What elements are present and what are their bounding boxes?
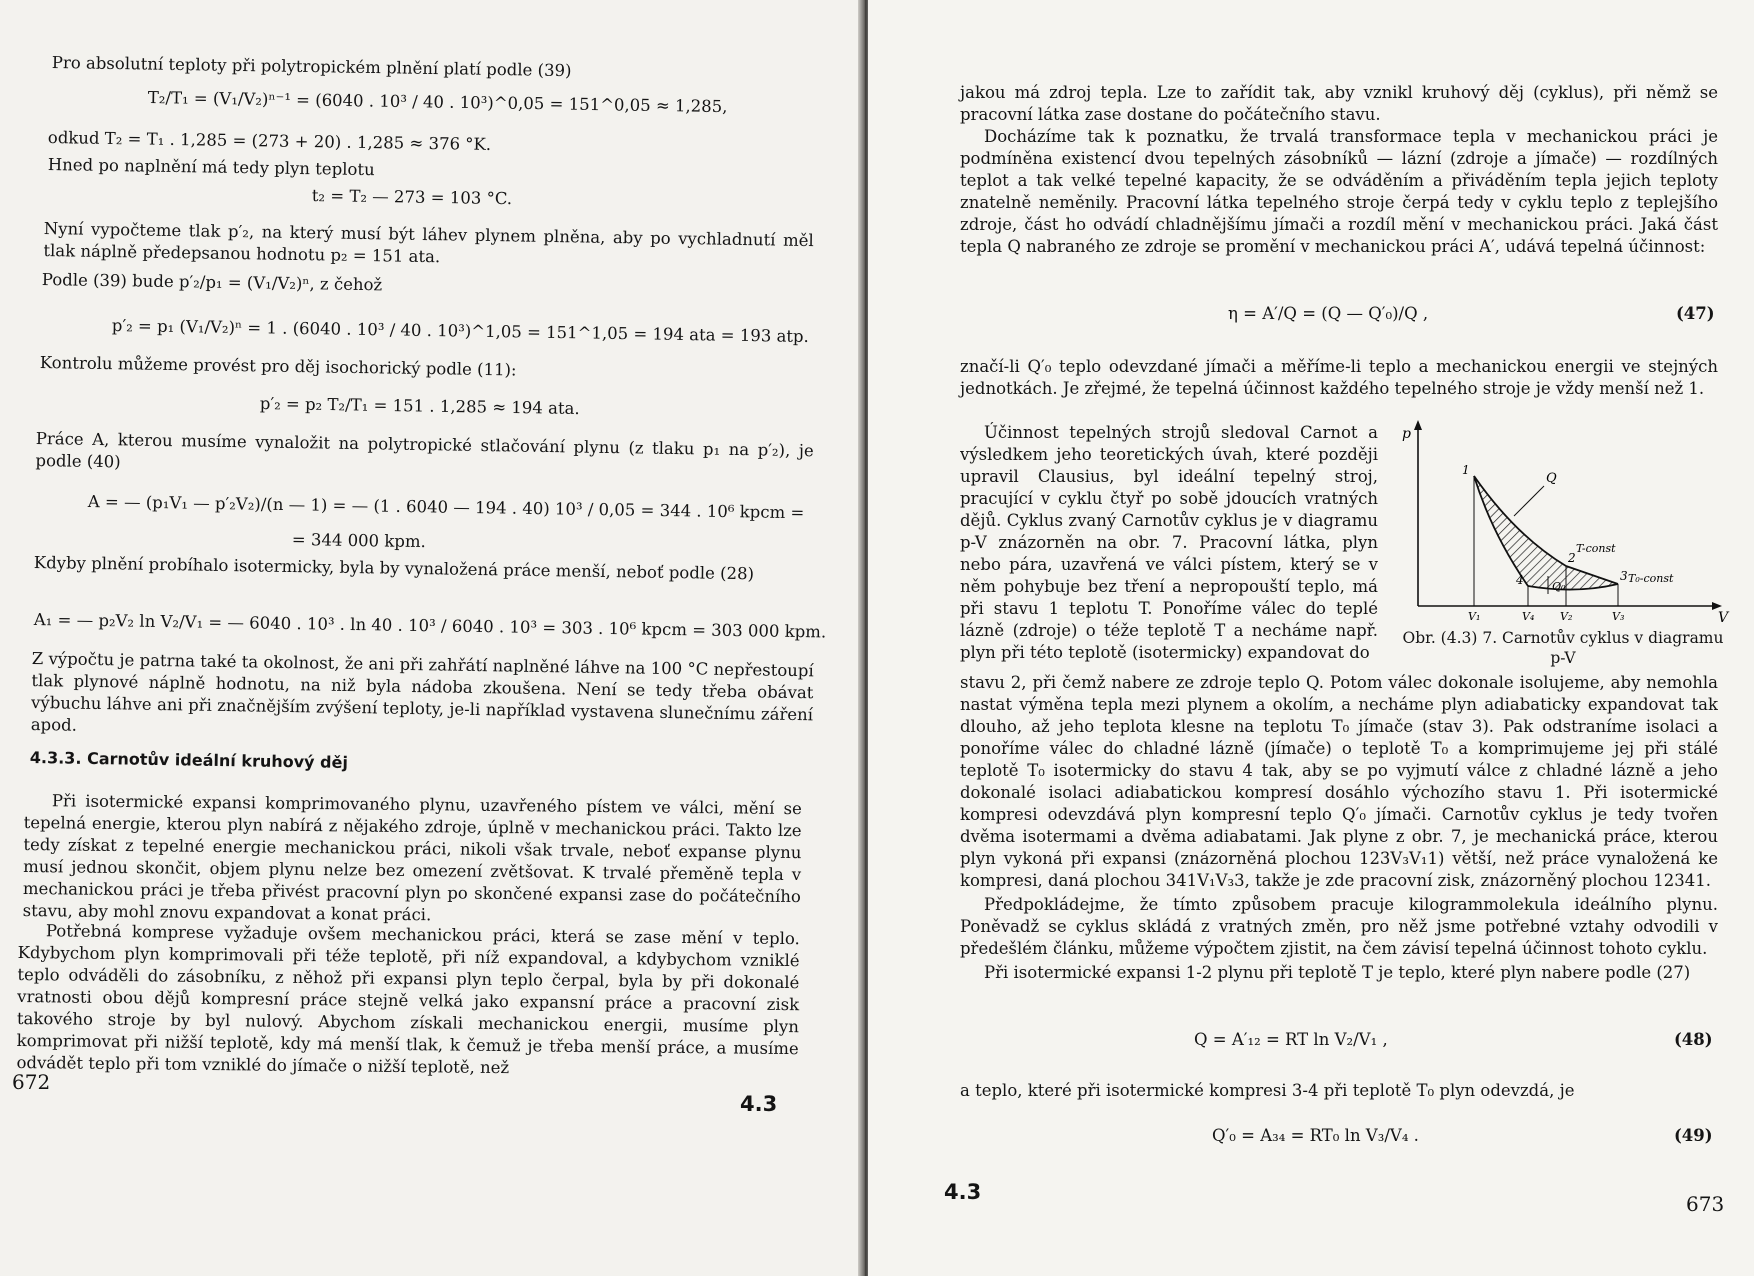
equation-podle39: Podle (39) bude p′₂/p₁ = (V₁/V₂)ⁿ, z čehož: [41, 270, 383, 295]
paragraph-2: Potřebná komprese vyžaduje ovšem mechanickou práci, která se zase mění v teplo. Kdybychom plyn komprimovali při téže teplotě, při níž expandoval, a kdybychom vzniklé teplo odváděli do zásobníku, z něhož při expansi plyn teplo čerpal, byla by při dokonalé vratnosti obou dějů kompresní práce stejně velká jako expansní práce a pracovní zisk takového stroje by byl nulový. Abychom získali mechanickou energii, musíme plyn komprimovat při nižší teplotě, kdy má menší tlak, k čemuž je třeba menší práce, a musíme odvádět teplo při tom vzniklé do jímače o nižší teplotě, než: [16, 921, 800, 1078]
equation-47: η = A′/Q = (Q — Q′₀)/Q ,: [1228, 304, 1429, 323]
paragraph-p6: Při isotermické expansi 1-2 plynu při teplotě T je teplo, které plyn nabere podle (27): [984, 963, 1691, 982]
p-axis-label: p: [1402, 426, 1411, 442]
v3-label: V₃: [1612, 610, 1625, 623]
paragraph-p2: Docházíme tak k poznatku, že trvalá transformace tepla v mechanickou práci je podmíněna existencí dvou tepelných zásobníků — lázní (zdroje a jímače) — rozdílných teplot a tak velké tepelné kapacity, že se odváděním a přiváděním tepla jejich teploty znatelně neměnily. Pracovní látka tepelného stroje čerpá tedy v cyklu teplo z teplejšího zdroje, část ho odvádí chladnějšímu jímači a rozdíl mění v mechanickou práci. Jaká část tepla Q nabraného ze zdroje se promění v mechanickou práci A′, udává tepelná účinnost:: [960, 127, 1718, 256]
equation-t2-celsius: t₂ = T₂ — 273 = 103 °C.: [311, 186, 513, 209]
page-number-left: 672: [12, 1070, 51, 1094]
q-label: Q: [1546, 471, 1557, 486]
paragraph-p3: značí-li Q′₀ teplo odevzdané jímači a měříme-li teplo a mechanickou energii ve stejných jednotkách. Je zřejmé, že tepelná účinnost každého tepelného stroje je vždy menší než 1.: [960, 357, 1718, 398]
paragraph-p7: a teplo, které při isotermické kompresi 3-4 při teplotě T₀ plyn odevzdá, je: [960, 1081, 1575, 1100]
text-kontrola: Kontrolu můžeme provést pro děj isochorický podle (11):: [39, 352, 517, 380]
v1-label: V₁: [1468, 610, 1481, 623]
v4-label: V₄: [1522, 610, 1535, 623]
text-nyni: Nyní vypočteme tlak p′₂, na který musí být láhev plynem plněna, aby po vychladnutí měl tlak náplně předepsanou hodnotu p₂ = 151 ata.: [43, 218, 814, 267]
equation-check: p′₂ = p₂ T₂/T₁ = 151 . 1,285 ≈ 194 ata.: [259, 394, 580, 419]
paragraph-p5: Předpokládejme, že tímto způsobem pracuje kilogrammolekula ideálního plynu. Poněvadž se cyklus skládá z vratných změn, pro něž jsme potřebné vztahy odvodili v předešlém článku, můžeme výpočtem zjistit, na čem závisí tepelná účinnost tohoto cyklu.: [960, 895, 1718, 958]
intro-line: Pro absolutní teploty při polytropickém plnění platí podle (39): [51, 52, 572, 81]
t-const-label: T-const: [1576, 542, 1616, 555]
point-4-label: 4: [1516, 573, 1524, 587]
text-z-vypoctu: Z výpočtu je patrna také ta okolnost, že ani při zahřátí naplněné láhve na 100 °C nepřestoupí tlak plynové náplně hodnotu, na niž byla nádoba zkoušena. Není se tedy třeba obávat výbuchu láhve ani při značnějším zvýšení teploty, je-li například vystavena slunečnímu záření apod.: [30, 648, 814, 735]
section-mark-left: 4.3: [740, 1092, 778, 1116]
paragraph-p4-column: Účinnost tepelných strojů sledoval Carnot a výsledkem jeho teoretických úvah, které později upravil Clausius, byl ideální tepelný stroj, pracující v cyklu čtyř po sobě jdoucích vratných dějů. Cyklus zvaný Carnotův cyklus je v diagramu p-V znázorněn na obr. 7. Pracovní látka, plyn nebo pára, uzavřená ve válci pístem, který se v něm pohybuje bez tření a nepropouští teplo, má při stavu 1 teplotu T. Ponoříme válec do teplé lázně (zdroje) o téže teplotě T a necháme např. plyn při této teplotě (isotermicky) expandovat do: [960, 423, 1378, 662]
text-kdyby: Kdyby plnění probíhalo isotermicky, byla by vynaložená práce menší, neboť podle (28): [33, 552, 755, 584]
paragraph-p1: jakou má zdroj tepla. Lze to zařídit tak, aby vznikl kruhový děj (cyklus), při němž se pracovní látka zase dostane do počátečního stavu.: [960, 83, 1718, 124]
text-prace: Práce A, kterou musíme vynaložit na polytropické stlačování plynu (z tlaku p₁ na p′₂), je podle (40): [35, 428, 814, 472]
left-page: [0, 0, 862, 1276]
equation-p2: p′₂ = p₁ (V₁/V₂)ⁿ = 1 . (6040 . 10³ / 40 . 10³)^1,05 = 151^1,05 = 194 ata = 193 atp.: [111, 316, 809, 346]
work-area: [1474, 476, 1618, 590]
point-2-label: 2: [1568, 551, 1576, 565]
carnot-diagram: [1396, 416, 1730, 626]
equation-48: Q = A′₁₂ = RT ln V₂/V₁ ,: [1194, 1030, 1388, 1049]
equation-47-number: (47): [1676, 304, 1715, 323]
equation-t2: odkud T₂ = T₁ . 1,285 = (273 + 20) . 1,285 ≈ 376 °K.: [47, 128, 492, 154]
q-arrow: [1514, 486, 1544, 516]
equation-49-number: (49): [1674, 1126, 1713, 1145]
section-heading: 4.3.3. Carnotův ideální kruhový děj: [29, 748, 349, 772]
equation-isothermal: A₁ = — p₂V₂ ln V₂/V₁ = — 6040 . 10³ . ln 40 . 10³ / 6040 . 10³ = 303 . 10⁶ kpcm = 303 000 kpm.: [33, 610, 827, 642]
equation-49: Q′₀ = A₃₄ = RT₀ ln V₃/V₄ .: [1212, 1126, 1419, 1145]
page-number-right: 673: [1686, 1192, 1725, 1216]
equation-t2-ratio: T₂/T₁ = (V₁/V₂)ⁿ⁻¹ = (6040 . 10³ / 40 . 10³)^0,05 = 151^0,05 ≈ 1,285,: [147, 88, 728, 117]
v2-label: V₂: [1560, 610, 1573, 623]
carnot-figure: [1396, 416, 1730, 678]
right-page: [868, 0, 1754, 1276]
text-hned: Hned po naplnění má tedy plyn teplotu: [47, 154, 375, 180]
equation-work-result: = 344 000 kpm.: [291, 530, 426, 552]
v-axis-label: V: [1718, 610, 1729, 626]
point-3-label: 3: [1620, 569, 1628, 583]
equation-48-number: (48): [1674, 1030, 1713, 1049]
paragraph-p4-continuation: stavu 2, při čemž nabere ze zdroje teplo Q. Potom válec dokonale isolujeme, aby nemohla nastat výměna tepla mezi plynem a okolím, a necháme plyn adiabaticky expandovat tak dlouho, až jeho teplota klesne na teplotu T₀ jímače (stav 3). Pak odstraníme isolaci a ponoříme válec do chladné lázně (jímače) o teplotě T₀ a komprimujeme jej při stálé teplotě T₀ isotermicky do stavu 4 tak, aby se po vyjmutí válce z chladné lázně a jeho dokonalé isolaci adiabatickou kompresí dosáhlo výchozího stavu 1. Při isotermické kompresi odevzdává plyn kompresní teplo Q′₀ jímači. Carnotův cyklus je tedy tvořen dvěma isotermami a dvěma adiabatami. Jak plyne z obr. 7, je mechanická práce, kterou plyn vykoná při expansi (znázorněná plochou 123V₃V₁1) větší, než práce vynaložená ke kompresi, daná plochou 341V₁V₃3, takže je zde pracovní zisk, znázorněný plochou 12341.: [960, 673, 1718, 890]
equation-work: A = — (p₁V₁ — p′₂V₂)/(n — 1) = — (1 . 6040 — 194 . 40) 10³ / 0,05 = 344 . 10⁶ kpcm =: [87, 492, 805, 523]
section-mark-right: 4.3: [944, 1180, 982, 1204]
point-1-label: 1: [1462, 463, 1470, 477]
figure-caption: Obr. (4.3) 7. Carnotův cyklus v diagramu p-V: [1402, 629, 1724, 667]
t0-const-label: T₀-const: [1628, 572, 1674, 585]
paragraph-1: Při isotermické expansi komprimovaného plynu, uzavřeného pístem ve válci, mění se tepelná energie, kterou plyn nabírá z nějakého zdroje, úplně v mechanickou práci. Takto lze tedy získat z tepelné energie mechanickou práci, nikoli však trvale, neboť expanse plynu musí jednou skončit, objem plynu nelze bez omezení zvětšovat. K trvalé přeměně tepla v mechanickou práci je třeba přivést pracovní plyn po skončené expansi zase do počátečního stavu, aby mohl znovu expandovat a konat práci.: [22, 791, 802, 925]
q0-label: Q₀: [1552, 580, 1566, 593]
